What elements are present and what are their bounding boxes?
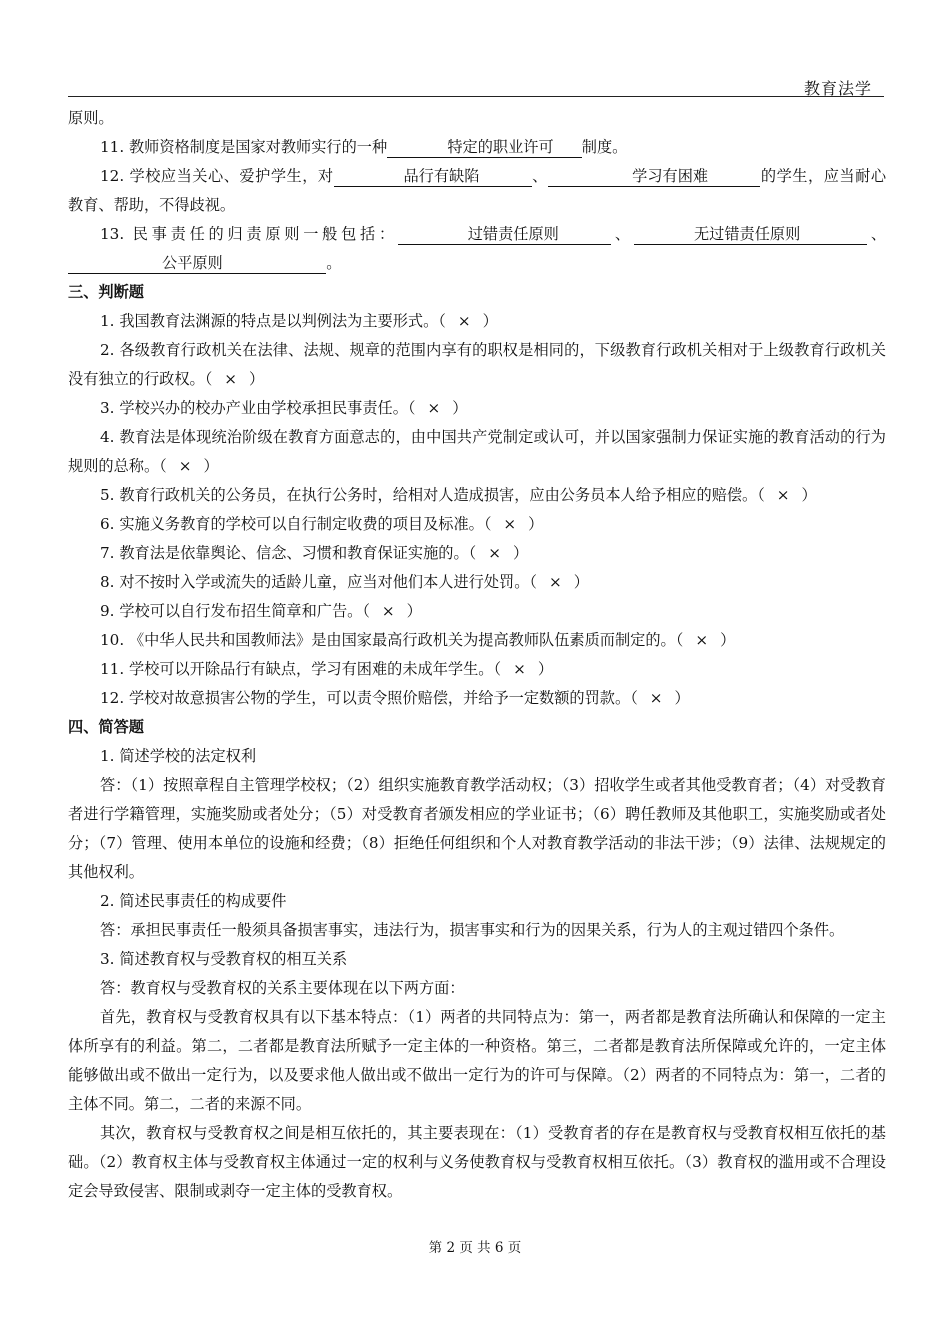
cross-mark: × <box>427 399 441 417</box>
judge-item: 6. 实施义务教育的学校可以自行制定收费的项目及标准。（ × ） <box>100 515 544 533</box>
cross-mark: × <box>457 312 471 330</box>
judge-item: 12. 学校对故意损害公物的学生，可以责令照价赔偿，并给予一定数额的罚款。（ × ） <box>100 689 690 707</box>
answer-blank: 过错责任原则 <box>398 224 611 245</box>
answer-blank: 品行有缺陷 <box>334 166 532 187</box>
answer-blank: 学习有困难 <box>548 166 761 187</box>
judge-item: 3. 学校兴办的校办产业由学校承担民事责任。（ × ） <box>100 399 468 417</box>
fill-question-13: 13. 民事责任的归责原则一般包括： 过错责任原则 、 无过错责任原则 、 公平原则 。 <box>68 220 886 278</box>
page-content <box>68 104 886 1206</box>
judge-item: 1. 我国教育法渊源的特点是以判例法为主要形式。（ × ） <box>100 312 498 330</box>
short-answer-1: 答：（1）按照章程自主管理学校权；（2）组织实施教育教学活动权；（3）招收学生或者其他受教育者；（4）对受教育者进行学籍管理，实施奖励或者处分；（5）对受教育者颁发相应的学业证书；（6）聘任教师及其他职工，实施奖励或者处分；（7）管理、使用本单位的设施和经费；（8）拒绝任何组织和个人对教育教学活动的非法干涉；（9）法律、法规规定的其他权利。 <box>68 776 886 881</box>
cross-mark: × <box>488 544 501 562</box>
judge-item: 4. 教育法是体现统治阶级在教育方面意志的，由中国共产党制定或认可，并以国家强制力保证实施的教育活动的行为规则的总称。（ × ） <box>68 428 886 475</box>
cross-mark: × <box>513 660 526 678</box>
answer-blank: 特定的职业许可 <box>387 137 582 158</box>
judge-item: 9. 学校可以自行发布招生简章和广告。（ × ） <box>100 602 422 620</box>
short-answer-3-part-1: 首先，教育权与受教育权具有以下基本特点：（1）两者的共同特点为：第一，两者都是教育法所确认和保障的一定主体所享有的利益。第二，二者都是教育法所赋予一定主体的一种资格。第三，二者都是教育法所保障或允许的，一定主体能够做出或不做出一定行为，以及要求他人做出或不做出一定行为的许可与保障。（2）两者的不同特点为：第一，二者的主体不同。第二，二者的来源不同。 <box>68 1008 886 1113</box>
judge-item: 10. 《中华人民共和国教师法》是由国家最高行政机关为提高教师队伍素质而制定的。（ × ） <box>100 631 736 649</box>
section-heading-short: 四、简答题 <box>68 718 144 736</box>
header-title: 教育法学 <box>803 79 872 98</box>
short-answer-3-part-2: 其次，教育权与受教育权之间是相互依托的，其主要表现在：（1）受教育者的存在是教育权与受教育权相互依托的基础。（2）教育权主体与受教育权主体通过一定的权利与义务使教育权与受教育权相互依托。（3）教育权的滥用或不合理设定会导致侵害、限制或剥夺一定主体的受教育权。 <box>68 1124 886 1200</box>
answer-blank: 公平原则 <box>68 253 227 274</box>
short-question-3: 3. 简述教育权与受教育权的相互关系 <box>100 950 348 968</box>
judge-item: 11. 学校可以开除品行有缺点，学习有困难的未成年学生。（ × ） <box>100 660 553 678</box>
answer-blank: 无过错责任原则 <box>634 224 867 245</box>
judge-item: 8. 对不按时入学或流失的适龄儿童，应当对他们本人进行处罚。（ × ） <box>100 573 589 591</box>
page-number: 第 2 页 共 6 页 <box>428 1240 522 1256</box>
short-question-2: 2. 简述民事责任的构成要件 <box>100 892 287 910</box>
short-answer-2: 答：承担民事责任一般须具备损害事实，违法行为，损害事实和行为的因果关系，行为人的主观过错四个条件。 <box>100 921 845 939</box>
cross-mark: × <box>503 515 517 533</box>
cross-mark: × <box>381 602 395 620</box>
judge-item: 5. 教育行政机关的公务员，在执行公务时，给相对人造成损害，应由公务员本人给予相应的赔偿。（ × ） <box>100 486 817 504</box>
header-rule <box>68 96 884 97</box>
section-heading-judge: 三、判断题 <box>68 283 144 301</box>
fill-question-11: 11. 教师资格制度是国家对教师实行的一种 特定的职业许可 制度。 <box>100 138 628 156</box>
cross-mark: × <box>776 486 790 504</box>
answer-blank-tail <box>227 253 327 274</box>
judge-item: 7. 教育法是依靠舆论、信念、习惯和教育保证实施的。（ × ） <box>100 544 529 562</box>
short-answer-3: 答：教育权与受教育权的关系主要体现在以下两方面： <box>100 979 465 997</box>
fill-question-12: 12. 学校应当关心、爱护学生，对 品行有缺陷 、 学习有困难 的学生，应当耐心教育、帮助，不得歧视。 <box>68 167 886 214</box>
cross-mark: × <box>224 370 238 388</box>
cross-mark: × <box>649 689 663 707</box>
continued-text: 原则。 <box>68 109 114 127</box>
cross-mark: × <box>548 573 562 591</box>
short-question-1: 1. 简述学校的法定权利 <box>100 747 257 765</box>
cross-mark: × <box>178 457 192 475</box>
cross-mark: × <box>695 631 709 649</box>
judge-item: 2. 各级教育行政机关在法律、法规、规章的范围内享有的职权是相同的，下级教育行政机关相对于上级教育行政机关没有独立的行政权。（ × ） <box>68 341 886 388</box>
